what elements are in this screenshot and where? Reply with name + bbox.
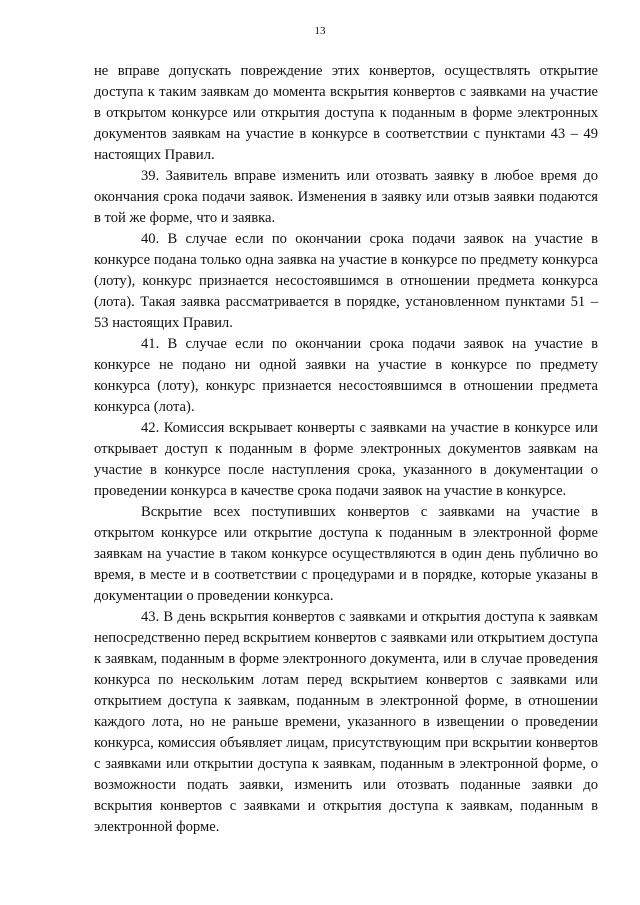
page-number: 13 [314,25,326,37]
paragraph-43: 43. В день вскрытия конвертов с заявками и открытия доступа к заявкам непосредственно перед вскрытием конвертов с заявками или открытием доступа к заявкам, поданным в форме электронного документа, или в случае проведения конкурса по нескольким лотам перед вскрытием конвертов с заявками или открытием доступа к заявкам, поданным в электронной форме, в отношении каждого лота, но не раньше времени, указанного в извещении о проведении конкурса, комиссия объявляет лицам, присутствующим при вскрытии конвертов с заявками или открытии доступа к заявкам, поданным в электронной форме, о возможности подать заявки, изменить или отозвать поданные заявки до вскрытия конвертов с заявками и открытия доступа к заявкам, поданным в электронной форме. [94,609,598,835]
document-body [94,61,598,838]
paragraph-40: 40. В случае если по окончании срока подачи заявок на участие в конкурсе подана только одна заявка на участие в конкурсе по предмету конкурса (лоту), конкурс признается несостоявшимся в отношении предмета конкурса (лота). Такая заявка рассматривается в порядке, установленном пунктами 51 – 53 настоящих Правил. [94,231,598,331]
paragraph-41: 41. В случае если по окончании срока подачи заявок на участие в конкурсе не подано ни одной заявки на участие в конкурсе по предмету конкурса (лоту), конкурс признается несостоявшимся в отношении предмета конкурса (лота). [94,336,598,415]
paragraph-continuation: не вправе допускать повреждение этих конвертов, осуществлять открытие доступа к таким заявкам до момента вскрытия конвертов с заявками на участие в открытом конкурсе или открытия доступа к поданным в форме электронных документов заявкам на участие в конкурсе в соответствии с пунктами 43 – 49 настоящих Правил. [94,63,598,163]
paragraph-39: 39. Заявитель вправе изменить или отозвать заявку в любое время до окончания срока подачи заявок. Изменения в заявку или отзыв заявки подаются в той же форме, что и заявка. [94,168,598,226]
paragraph-42-opening: Вскрытие всех поступивших конвертов с заявками на участие в открытом конкурсе или открытие доступа к поданным в электронной форме заявкам на участие в таком конкурсе осуществляются в один день публично во время, в месте и в соответствии с процедурами и в порядке, которые указаны в документации о проведении конкурса. [94,504,598,604]
paragraph-42: 42. Комиссия вскрывает конверты с заявками на участие в конкурсе или открывает доступ к поданным в форме электронных документов заявкам на участие в конкурсе после наступления срока, указанного в документации о проведении конкурса в качестве срока подачи заявок на участие в конкурсе. [94,420,598,499]
